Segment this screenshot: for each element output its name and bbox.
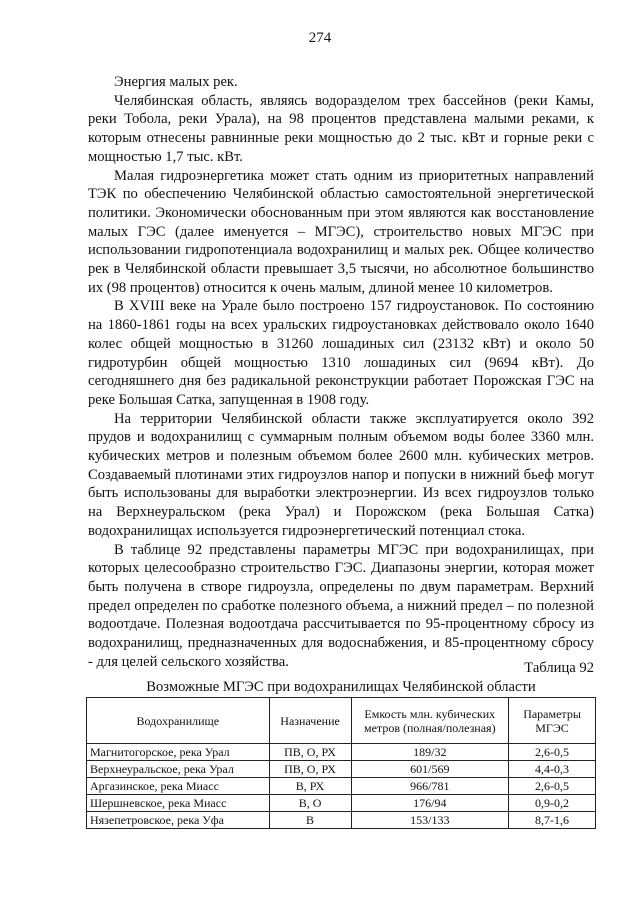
table-label: Таблица 92 xyxy=(524,660,594,676)
paragraph-heading: Энергия малых рек. xyxy=(114,74,238,90)
cell-parameters: 2,6-0,5 xyxy=(509,778,596,795)
paragraph: Челябинская область, являясь водоразделом трех бассейнов (реки Камы, реки Тобола, реки Урала), на 98 процентов представлена малыми реками, к которым отнесены равнинные реки мощностью до 2 тыс. кВт и горные реки с мощностью 1,7 тыс. кВт. xyxy=(88,92,594,165)
cell-capacity: 966/781 xyxy=(351,778,509,795)
cell-purpose: В, О xyxy=(269,795,351,812)
header-parameters: Параметры МГЭС xyxy=(509,698,596,744)
table-title: Возможные МГЭС при водохранилищах Челябинской области xyxy=(146,679,536,695)
header-capacity: Емкость млн. кубических метров (полная/полезная) xyxy=(351,698,509,744)
reservoir-table xyxy=(86,697,596,829)
cell-purpose: ПВ, О, РХ xyxy=(269,744,351,761)
cell-capacity: 189/32 xyxy=(351,744,509,761)
header-purpose: Назначение xyxy=(269,698,351,744)
table-row xyxy=(87,812,596,829)
table-row xyxy=(87,795,596,812)
cell-reservoir: Магнитогорское, река Урал xyxy=(87,744,270,761)
paragraph: В таблице 92 представлены параметры МГЭС при водохранилищах, при которых целесообразно строительство ГЭС. Диапазоны энергии, которая может быть получена в створе гидроузла, определены по двум параметрам. Верхний предел определен по сработке полезного объема, а нижний предел – по полезной водоотдаче. Полезная водоотдача рассчитывается по 95-процентному сбросу из водохранилищ, предназначенных для водоснабжения, и 85-процентному сбросу - для целей сельского хозяйства. xyxy=(88,541,594,670)
cell-purpose: В, РХ xyxy=(269,778,351,795)
paragraph: В XVIII веке на Урале было построено 157 гидроустановок. По состоянию на 1860-1861 годы на всех уральских гидроустановках действовало около 1640 колес общей мощностью в 31260 лошадиных сил (23132 кВт) и около 50 гидротурбин общей мощностью 1310 лошадиных сил (9694 кВт). До сегодняшнего дня без радикальной реконструкции работает Порожская ГЭС на реке Большая Сатка, запущенная в 1908 году. xyxy=(88,298,594,408)
cell-reservoir: Шершневское, река Миасс xyxy=(87,795,270,812)
cell-parameters: 4,4-0,3 xyxy=(509,761,596,778)
cell-capacity: 153/133 xyxy=(351,812,509,829)
cell-parameters: 2,6-0,5 xyxy=(509,744,596,761)
table-row xyxy=(87,778,596,795)
cell-capacity: 601/569 xyxy=(351,761,509,778)
header-reservoir: Водохранилище xyxy=(87,698,270,744)
table-row xyxy=(87,744,596,761)
table-header-row xyxy=(87,698,596,744)
cell-purpose: ПВ, О, РХ xyxy=(269,761,351,778)
cell-reservoir: Верхнеуральское, река Урал xyxy=(87,761,270,778)
table-row xyxy=(87,761,596,778)
cell-capacity: 176/94 xyxy=(351,795,509,812)
paragraph: На территории Челябинской области также эксплуатируется около 392 прудов и водохранилищ с суммарным полным объемом воды более 3360 млн. кубических метров и полезным объемом более 2600 млн. кубических метров. Создаваемый плотинами этих гидроузлов напор и попуски в нижний бьеф могут быть использованы для выработки электроэнергии. Из всех гидроузлов только на Верхнеуральском (река Урал) и Порожском (река Большая Сатка) водохранилищах используется гидроэнергетический потенциал стока. xyxy=(88,410,594,539)
body-text xyxy=(88,73,594,672)
page-number: 274 xyxy=(308,30,332,46)
table-container xyxy=(86,697,596,829)
paragraph: Малая гидроэнергетика может стать одним из приоритетных направлений ТЭК по обеспечению Челябинской областью самостоятельной энергетической политики. Экономически обоснованным при этом являются как восстановление малых ГЭС (далее именуется – МГЭС), строительство новых МГЭС при использовании гидропотенциала водохранилищ и малых рек. Общее количество рек в Челябинской области превышает 3,5 тысячи, но абсолютное большинство их (98 процентов) относится к очень малым, длиной менее 10 километров. xyxy=(88,167,594,296)
cell-reservoir: Аргазинское, река Миасс xyxy=(87,778,270,795)
cell-parameters: 8,7-1,6 xyxy=(509,812,596,829)
cell-purpose: В xyxy=(269,812,351,829)
cell-parameters: 0,9-0,2 xyxy=(509,795,596,812)
cell-reservoir: Нязепетровское, река Уфа xyxy=(87,812,270,829)
